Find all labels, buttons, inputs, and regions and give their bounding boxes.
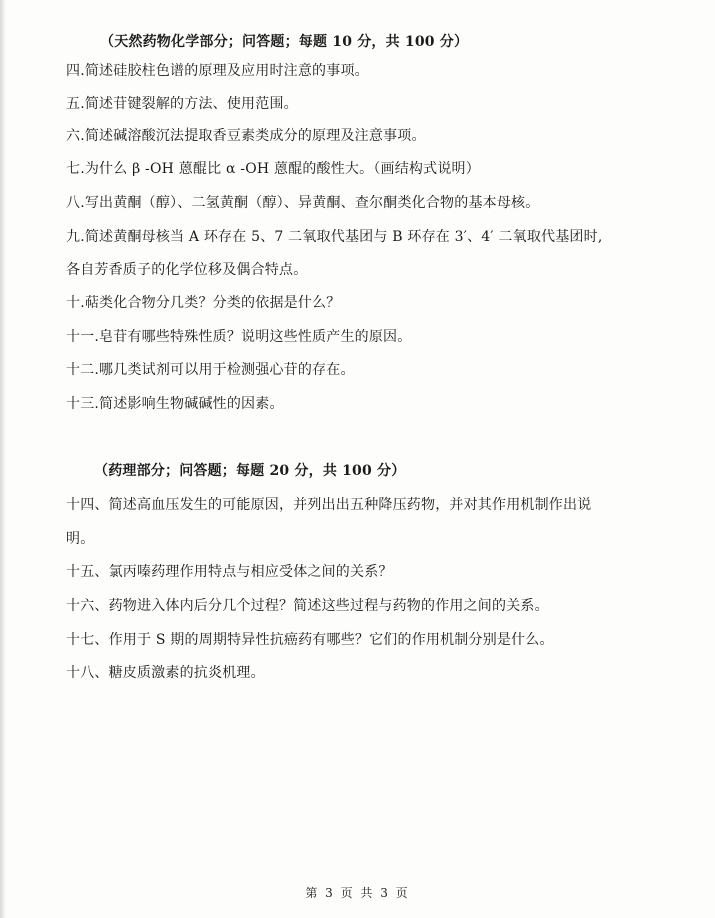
question-18: 十八、糖皮质激素的抗炎机理。 [66, 665, 265, 681]
question-13: 十三.简述影响生物碱碱性的因素。 [66, 396, 284, 412]
question-9-line-2: 各自芳香质子的化学位移及偶合特点。 [66, 262, 308, 278]
section-header-pharmacology: （药理部分；问答题；每题 20 分，共 100 分） [94, 463, 406, 479]
section-header-natural-medicinal-chemistry: （天然药物化学部分；问答题；每题 10 分，共 100 分） [100, 34, 469, 50]
question-17: 十七、作用于 S 期的周期特异性抗癌药有哪些？它们的作用机制分别是什么。 [66, 632, 554, 648]
question-5: 五.简述苷键裂解的方法、使用范围。 [66, 96, 298, 112]
question-12: 十二.哪几类试剂可以用于检测强心苷的存在。 [66, 362, 355, 378]
page-number-footer: 第 3 页 共 3 页 [305, 886, 410, 900]
question-15: 十五、氯丙嗪药理作用特点与相应受体之间的关系？ [66, 564, 393, 580]
question-9-line-1: 九.简述黄酮母核当 A 环存在 5、7 二氧取代基团与 B 环存在 3′、4′ 二氧取代基团时, [66, 229, 603, 245]
question-10: 十.萜类化合物分几类？分类的依据是什么？ [66, 295, 341, 311]
question-4: 四.简述硅胶柱色谱的原理及应用时注意的事项。 [66, 63, 369, 79]
question-16: 十六、药物进入体内后分几个过程？简述这些过程与药物的作用之间的关系。 [66, 598, 549, 614]
question-14-line-2: 明。 [66, 531, 95, 547]
question-8: 八.写出黄酮（醇）、二氢黄酮（醇）、异黄酮、查尔酮类化合物的基本母核。 [66, 195, 540, 211]
question-7: 七.为什么 β -OH 蒽醌比 α -OH 蒽醌的酸性大。（画结构式说明） [66, 161, 480, 177]
question-6: 六.简述碱溶酸沉法提取香豆素类成分的原理及注意事项。 [66, 128, 426, 144]
question-14-line-1: 十四、简述高血压发生的可能原因，并列出出五种降压药物，并对其作用机制作出说 [66, 497, 592, 513]
scan-edge-shadow [0, 0, 6, 918]
question-11: 十一.皂苷有哪些特殊性质？说明这些性质产生的原因。 [66, 329, 412, 345]
